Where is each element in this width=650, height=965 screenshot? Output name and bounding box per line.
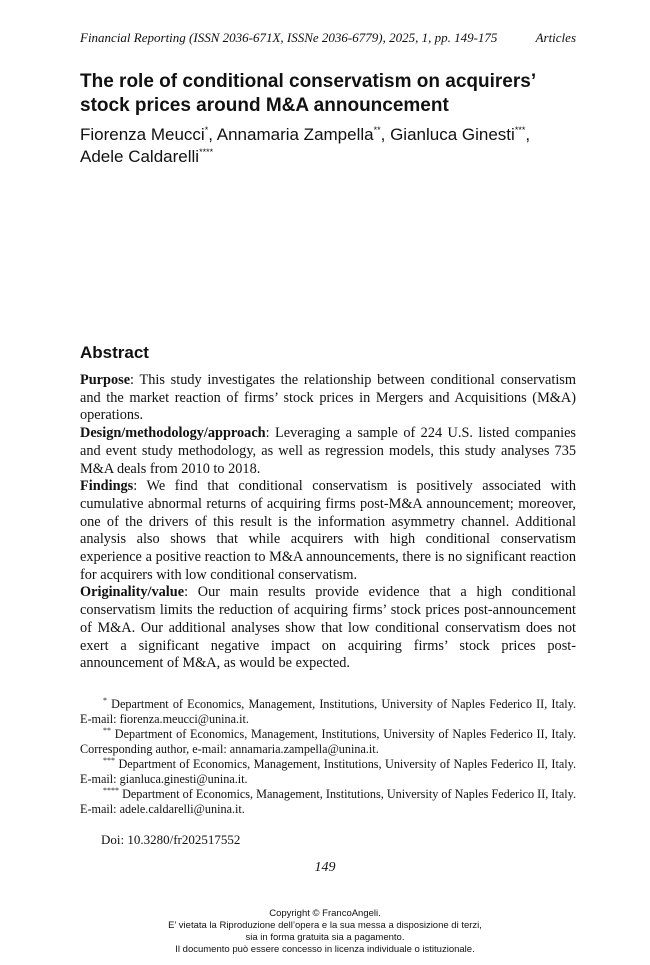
abstract-findings <box>80 478 576 584</box>
author-mark: *** <box>514 125 526 135</box>
footnote-mark: * <box>103 696 107 705</box>
section-label: Design/methodology/approach <box>80 425 266 442</box>
author-name: Fiorenza Meucci <box>80 125 205 144</box>
abstract-purpose <box>80 372 576 425</box>
footnote-mark: ** <box>103 726 111 735</box>
section-label: Purpose <box>80 372 131 388</box>
copyright-line: Copyright © FrancoAngeli. <box>269 908 381 919</box>
article-title <box>80 70 580 118</box>
author-list <box>80 124 580 168</box>
footnotes <box>80 697 576 817</box>
copyright-line: E’ vietata la Riproduzione dell’opera e la sua messa a disposizione di terzi, <box>168 920 482 931</box>
footnote-text: Department of Economics, Management, Institutions, University of Naples Federico II, Italy. E-mail: fiorenza.meucci@unina.it. <box>80 697 576 726</box>
section-label: Originality/value <box>80 584 185 601</box>
authors-line-1: Fiorenza Meucci*, Annamaria Zampella**, Gianluca Ginesti***, <box>80 125 531 144</box>
section-label: Findings <box>80 478 134 495</box>
footnote-mark: *** <box>103 756 115 765</box>
author-mark: * <box>204 125 209 135</box>
section-text: : This study investigates the relationship between conditional conservatism and the market reaction of firms’ stock prices in Mergers and Acquisitions (M&A) operations. <box>80 372 576 424</box>
abstract-heading: Abstract <box>80 343 149 362</box>
author-name: Gianluca Ginesti <box>390 125 515 144</box>
footnote-text: Department of Economics, Management, Institutions, University of Naples Federico II, Italy. Corresponding author, e-mail: annamaria.zampella@unina.it. <box>80 727 576 756</box>
section-text: : Leveraging a sample of 224 U.S. listed companies and event study methodology, as well as regression models, this study analyses 735 M&A deals from 2010 to 2018. <box>80 425 576 477</box>
abstract-originality <box>80 584 576 673</box>
section-text: : We find that conditional conservatism is positively associated with cumulative abnormal returns of acquiring firms post-M&A announcement; moreover, one of the drivers of this result is the information asymmetry channel. Additional analysis also shows that while acquirers with high conditional conservatism experience a positive reaction to M&A announcements, there is no significant reaction for acquirers with low conditional conservatism. <box>80 478 576 583</box>
author-mark: **** <box>199 147 214 157</box>
author-name: Annamaria Zampella <box>216 125 374 144</box>
footnote <box>80 757 576 787</box>
footnote <box>80 787 576 817</box>
doi: Doi: 10.3280/fr202517552 <box>101 832 241 847</box>
copyright-line: Il documento può essere concesso in licenza individuale o istituzionale. <box>175 944 475 955</box>
footnote-text: Department of Economics, Management, Institutions, University of Naples Federico II, Italy. E-mail: gianluca.ginesti@unina.it. <box>80 757 576 786</box>
copyright-notice <box>0 908 650 956</box>
authors-line-2 <box>80 146 580 168</box>
copyright-line: sia in forma gratuita sia a pagamento. <box>245 932 405 943</box>
abstract-design <box>80 425 576 478</box>
section-text: : Our main results provide evidence that a high conditional conservatism limits the reduction of acquiring firms’ stock prices post-announcement of M&A. Our additional analyses show that low conditional conservatism does not exert a significant negative impact on acquiring firms’ stock prices post-announcement of M&A, as would be expected. <box>80 584 576 672</box>
footnote-text: Department of Economics, Management, Institutions, University of Naples Federico II, Italy. E-mail: adele.caldarelli@unina.it. <box>80 787 577 816</box>
author-name: Adele Caldarelli <box>80 147 200 166</box>
journal-citation: Financial Reporting (ISSN 2036-671X, ISSNe 2036-6779), 2025, 1, pp. 149-175 <box>80 30 498 45</box>
abstract-body <box>80 372 576 673</box>
title-line-1: The role of conditional conservatism on acquirers’ <box>80 71 537 92</box>
footnote <box>80 727 576 757</box>
section-label: Articles <box>535 30 576 45</box>
running-header <box>80 30 576 50</box>
footnote <box>80 697 576 727</box>
title-line-2: stock prices around M&A announcement <box>80 95 449 116</box>
author-mark: ** <box>373 125 381 135</box>
footnote-mark: **** <box>103 786 119 795</box>
page-number: 149 <box>314 860 336 875</box>
